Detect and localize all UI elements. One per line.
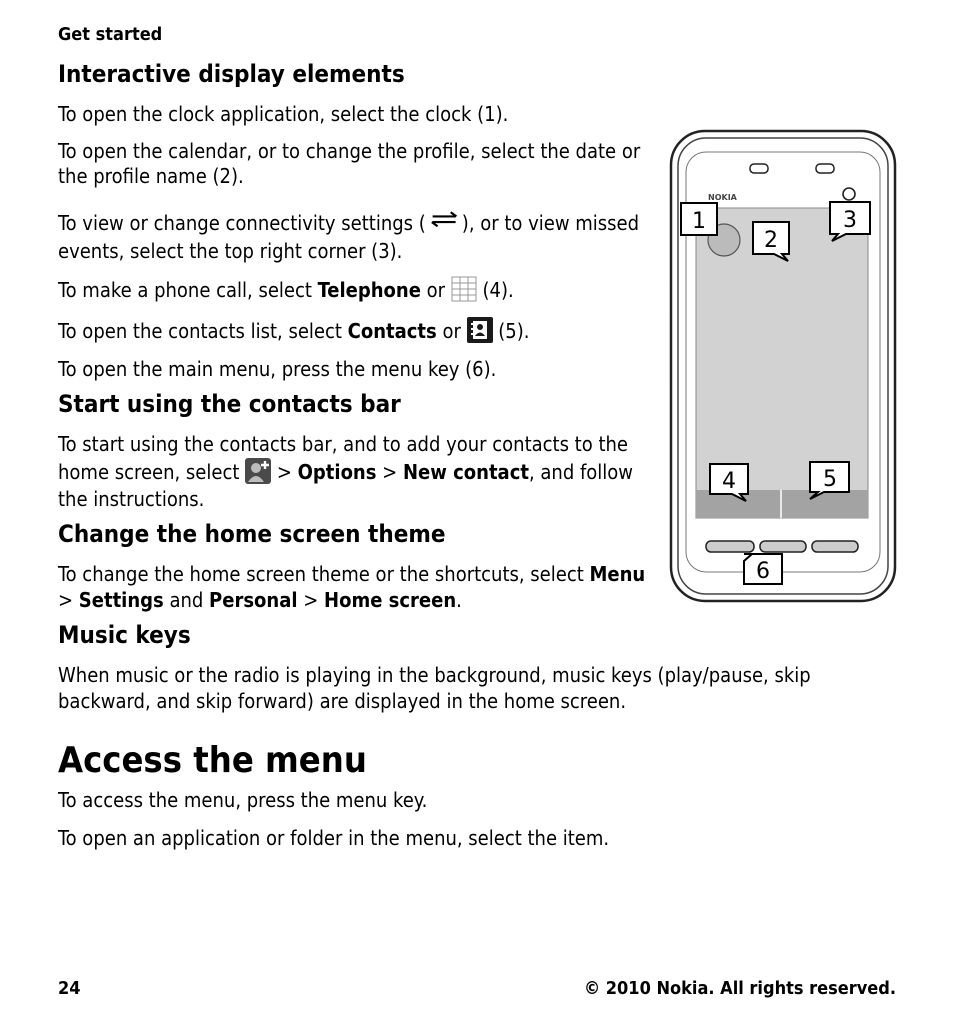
para-main-menu: To open the main menu, press the menu key (6).	[58, 357, 497, 381]
section-title-music-keys: Music keys	[58, 621, 191, 649]
svg-text:5: 5	[823, 467, 837, 492]
contacts-icon	[467, 317, 493, 343]
add-contact-icon	[245, 458, 271, 484]
svg-text:3: 3	[843, 208, 857, 233]
para-access-menu: To access the menu, press the menu key.	[58, 788, 428, 812]
chapter-title-access-menu: Access the menu	[58, 740, 367, 781]
call-key	[706, 541, 754, 552]
callout-6	[744, 554, 782, 584]
section-title-interactive: Interactive display elements	[58, 60, 405, 88]
copyright: © 2010 Nokia. All rights reserved.	[583, 978, 896, 999]
para-connectivity: To view or change connectivity settings ( ), or to view missed events, select the top right corner (3).	[58, 211, 640, 263]
svg-text:2: 2	[764, 228, 778, 253]
section-title-theme: Change the home screen theme	[58, 520, 446, 548]
svg-text:4: 4	[722, 469, 736, 494]
callout-1	[681, 203, 717, 235]
para-contacts: To open the contacts list, select Contacts or (5).	[58, 319, 530, 343]
section-title-contacts-bar: Start using the contacts bar	[58, 390, 401, 418]
phone-brand: NOKIA	[708, 193, 737, 202]
para-calendar: To open the calendar, or to change the profile, select the date or the profile name (2).	[58, 139, 641, 188]
para-music-keys: When music or the radio is playing in the background, music keys (play/pause, skip backward, and skip forward) are displayed in the home screen.	[58, 663, 811, 713]
svg-text:1: 1	[692, 209, 706, 234]
para-theme: To change the home screen theme or the shortcuts, select Menu > Settings and Personal > Home screen.	[58, 562, 646, 612]
phone-illustration	[668, 128, 898, 606]
para-telephone: To make a phone call, select Telephone or (4).	[58, 278, 514, 302]
end-key	[812, 541, 858, 552]
dialer-grid-icon	[451, 276, 477, 302]
svg-text:6: 6	[756, 559, 770, 584]
para-clock: To open the clock application, select the clock (1).	[58, 102, 509, 126]
menu-key	[760, 541, 806, 552]
running-header: Get started	[58, 24, 163, 45]
para-open-app: To open an application or folder in the menu, select the item.	[58, 826, 610, 850]
page-number: 24	[58, 978, 81, 999]
connectivity-icon	[426, 209, 462, 235]
para-contacts-bar: To start using the contacts bar, and to add your contacts to the home screen, select > Options > New contact, and follow the instructions.	[58, 432, 634, 511]
